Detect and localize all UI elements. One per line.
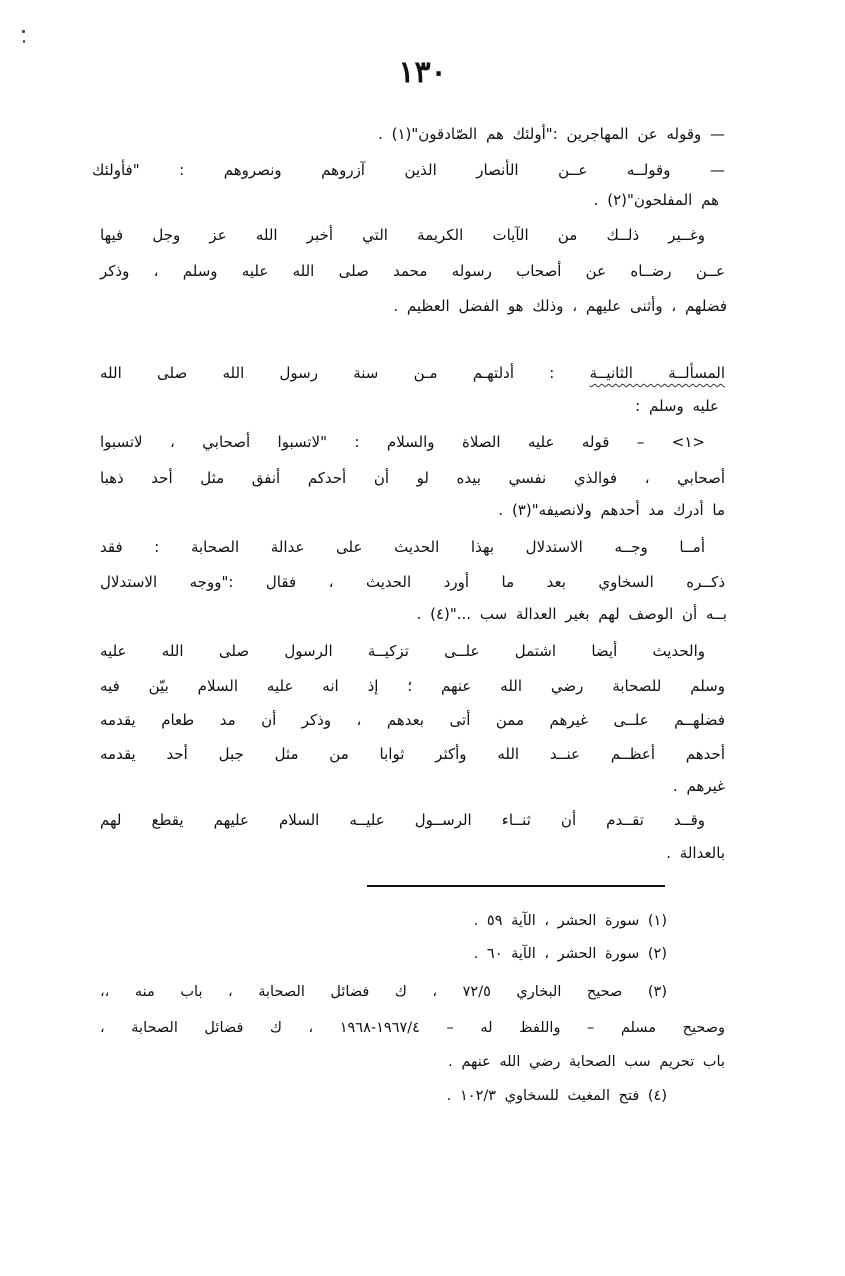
heading-title: المسألــة الثانيــة (589, 364, 725, 382)
text-line: وغــير ذلــك من الآيات الكريمة التي أخبر الله عز وجل فيها (100, 226, 705, 244)
text-line: وسلم للصحابة رضي الله عنهم ؛ إذ انه عليه السلام بيّن فيه (100, 677, 725, 695)
footnote: (٢) سورة الحشر ، الآية ٦٠ . (473, 946, 667, 962)
heading-text: : أدلتهـم مـن سنة رسول الله صلى الله (100, 364, 590, 382)
footnote: باب تحريم سب الصحابة رضي الله عنهم . (448, 1054, 725, 1070)
text-line: وقــد تقــدم أن ثنــاء الرســول عليــه السلام عليهم يقطع لهم (100, 811, 705, 829)
footnote: (١) سورة الحشر ، الآية ٥٩ . (473, 913, 667, 929)
scan-speck (23, 40, 25, 43)
text-line: عــن رضــاه عن أصحاب رسوله محمد صلى الله عليه وسلم ، وذكر (100, 262, 725, 280)
footnote-separator (367, 885, 665, 887)
text-line: — وقولــه عــن الأنصار الذين آزروهم ونصروهم : "فأولئك (92, 161, 725, 179)
text-line: أمــا وجــه الاستدلال بهذا الحديث على عدالة الصحابة : فقد (100, 538, 705, 556)
text-line: ذكــره السخاوي بعد ما أورد الحديث ، فقال :"ووجه الاستدلال (100, 573, 725, 591)
text-line: فضلهم ، وأثنى عليهم ، وذلك هو الفضل العظيم . (393, 297, 727, 315)
footnote: وصحيح مسلم – واللفظ له – ١٩٦٧/٤-١٩٦٨ ، ك فضائل الصحابة ، (100, 1020, 725, 1036)
text-line: — وقوله عن المهاجرين :"أولئك هم الصّادقون"(١) . (378, 125, 725, 143)
text-line: والحديث أيضا اشتمل علــى تزكيــة الرسول صلى الله عليه (100, 642, 705, 660)
text-line: هم المفلحون"(٢) . (593, 191, 719, 209)
text-line: عليه وسلم : (635, 397, 719, 415)
text-line: أحدهم أعظــم عنــد الله وأكثر ثوابا من مثل جبل أحد يقدمه (100, 745, 725, 763)
text-line: أصحابي ، فوالذي نفسي بيده لو أن أحدكم أنفق مثل أحد ذهبا (100, 469, 725, 487)
text-line: <١> – قوله عليه الصلاة والسلام : "لاتسبوا أصحابي ، لاتسبوا (100, 433, 705, 451)
text-line: بــه أن الوصف لهم بغير العدالة سب ..."(٤) . (416, 605, 727, 623)
text-line: ما أدرك مد أحدهم ولانصيفه"(٣) . (498, 501, 725, 519)
footnote: (٤) فتح المغيث للسخاوي ١٠٢/٣ . (446, 1088, 667, 1104)
scan-speck (22, 30, 25, 33)
footnote: (٣) صحيح البخاري ٧٢/٥ ، ك فضائل الصحابة ، باب منه ،، (100, 984, 667, 1000)
section-heading (100, 363, 725, 383)
page-number: ١٣٠ (398, 55, 447, 90)
text-line: فضلهــم علــى غيرهم ممن أتى بعدهم ، وذكر أن مد طعام يقدمه (100, 711, 725, 729)
text-line: غيرهم . (672, 777, 725, 795)
text-line: بالعدالة . (666, 844, 725, 862)
